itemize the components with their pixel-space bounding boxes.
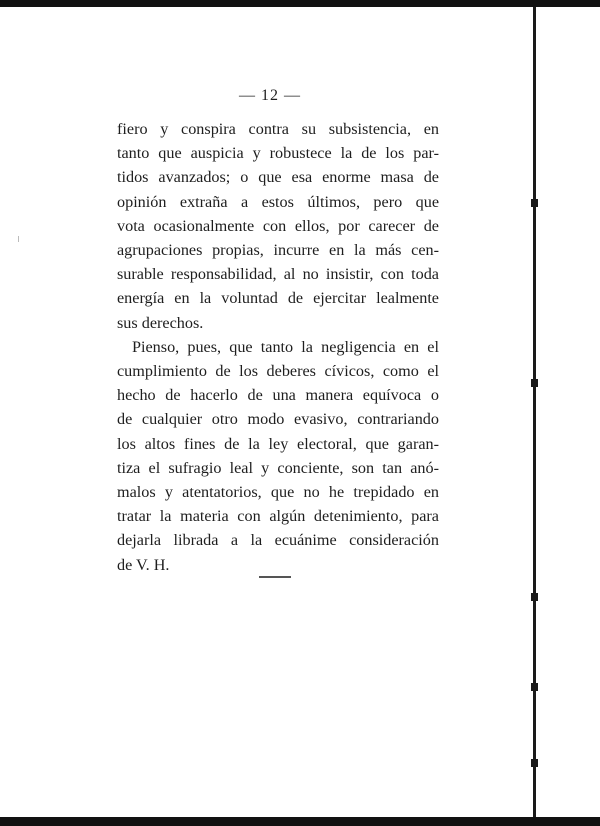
body-text xyxy=(117,117,439,577)
text-line: malos y atentatorios, que no he trepidado en xyxy=(117,483,439,502)
scan-bottom-border xyxy=(0,817,600,826)
edge-mark xyxy=(531,379,538,387)
text-line: tiza el sufragio leal y conciente, son tan anó- xyxy=(117,458,439,477)
text-line: sus derechos. xyxy=(117,313,204,332)
text-line: hecho de hacerlo de una manera equívoca o xyxy=(117,386,439,405)
paragraph xyxy=(117,117,439,335)
text-line: tanto que auspicia y robustece la de los par- xyxy=(117,144,439,163)
text-line: agrupaciones propias, incurre en la más cen- xyxy=(117,241,439,260)
text-line: opinión extraña a estos últimos, pero que xyxy=(117,192,439,211)
scan-right-edge xyxy=(532,7,600,817)
text-line: surable responsabilidad, al no insistir, con toda xyxy=(117,265,439,284)
paragraph xyxy=(117,335,439,577)
text-line: cumplimiento de los deberes cívicos, como el xyxy=(117,362,439,381)
edge-mark xyxy=(531,683,538,691)
edge-mark xyxy=(531,593,538,601)
text-line: los altos fines de la ley electoral, que garan- xyxy=(117,434,439,453)
edge-mark xyxy=(531,199,538,207)
text-line: de V. H. xyxy=(117,555,170,574)
text-line: de cualquier otro modo evasivo, contrariando xyxy=(117,410,439,429)
page-number: — 12 — xyxy=(239,87,301,104)
text-line: tratar la materia con algún detenimiento, para xyxy=(117,507,439,526)
scan-speck xyxy=(18,236,19,242)
text-line: tidos avanzados; o que esa enorme masa de xyxy=(117,168,439,187)
text-line: Pienso, pues, que tanto la negligencia en el xyxy=(132,337,439,356)
text-line: energía en la voluntad de ejercitar lealmente xyxy=(117,289,439,308)
section-end-ornament xyxy=(259,576,291,578)
text-line: vota ocasionalmente con ellos, por carecer de xyxy=(117,216,439,235)
text-line: dejarla librada a la ecuánime consideración xyxy=(117,531,439,550)
page-edge-rule xyxy=(533,7,536,817)
edge-mark xyxy=(531,759,538,767)
scan-top-border xyxy=(0,0,600,7)
text-line: fiero y conspira contra su subsistencia, en xyxy=(117,120,439,138)
